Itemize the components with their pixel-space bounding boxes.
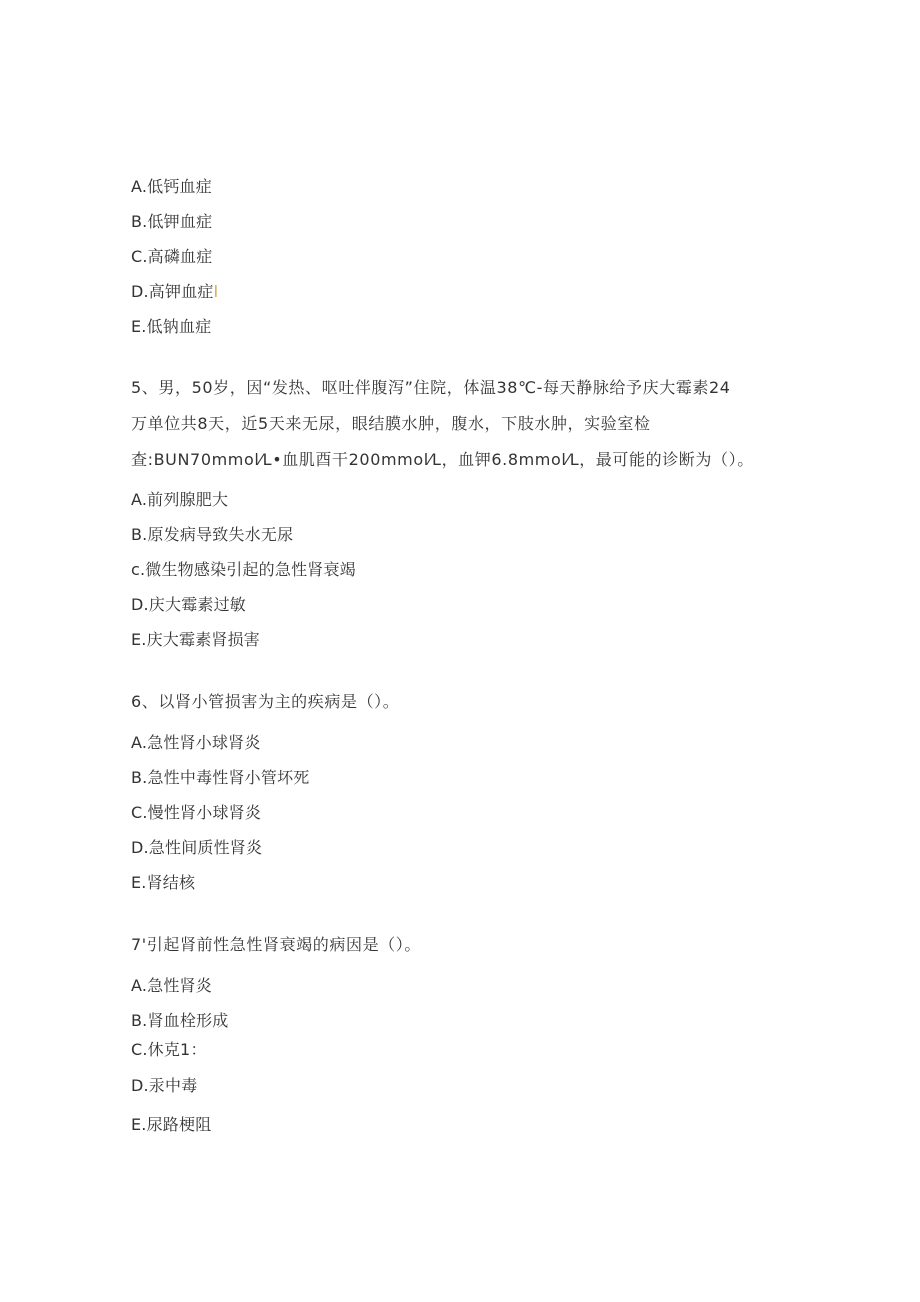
q6-option-e: E.肾结核 <box>131 873 196 892</box>
q7-option-b: B.肾血栓形成 <box>131 1011 229 1030</box>
q5-option-c: c.微生物感染引起的急性肾衰竭 <box>131 560 356 579</box>
q5-stem-line-1: 5、男，50岁，因“发热、呕吐伴腹泻”住院，体温38℃-每天静脉给予庆大霉素24 <box>131 378 731 397</box>
q7-option-d: D.汞中毒 <box>131 1076 198 1095</box>
q4-option-b: B.低钾血症 <box>131 212 213 231</box>
q4-option-a: A.低钙血症 <box>131 177 212 196</box>
q5-option-d: D.庆大霉素过敏 <box>131 595 247 614</box>
q4-option-c: C.高磷血症 <box>131 247 213 266</box>
q4-option-e: E.低钠血症 <box>131 317 212 336</box>
q6-option-c: C.慢性肾小球肾炎 <box>131 803 262 822</box>
q7-option-c: C.休克1： <box>131 1040 207 1059</box>
q5-option-a: A.前列腺肥大 <box>131 490 229 509</box>
q4-option-d-text: D.高钾血症 <box>131 282 214 301</box>
q7-stem: 7'引起肾前性急性肾衰竭的病因是（）。 <box>131 935 421 954</box>
q7-option-e: E.尿路梗阻 <box>131 1115 212 1134</box>
q7-option-a: A.急性肾炎 <box>131 976 212 995</box>
q5-option-e: E.庆大霉素肾损害 <box>131 630 260 649</box>
answer-mark: l <box>213 282 219 301</box>
q6-option-b: B.急性中毒性肾小管坏死 <box>131 768 310 787</box>
q6-option-a: A.急性肾小球肾炎 <box>131 733 261 752</box>
q6-stem: 6、以肾小管损害为主的疾病是（）。 <box>131 692 400 711</box>
q4-option-d <box>131 281 218 303</box>
q6-option-d: D.急性间质性肾炎 <box>131 838 263 857</box>
q5-option-b: B.原发病导致失水无尿 <box>131 525 294 544</box>
q5-stem-line-3: 查:BUN70mmol⁄L•血肌酉干200mmol⁄L，血钾6.8mmol⁄L，最可能的诊断为（）。 <box>131 450 754 469</box>
q5-stem-line-2: 万单位共8天，近5天来无尿，眼结膜水肿，腹水，下肢水肿，实验室检 <box>131 414 651 433</box>
